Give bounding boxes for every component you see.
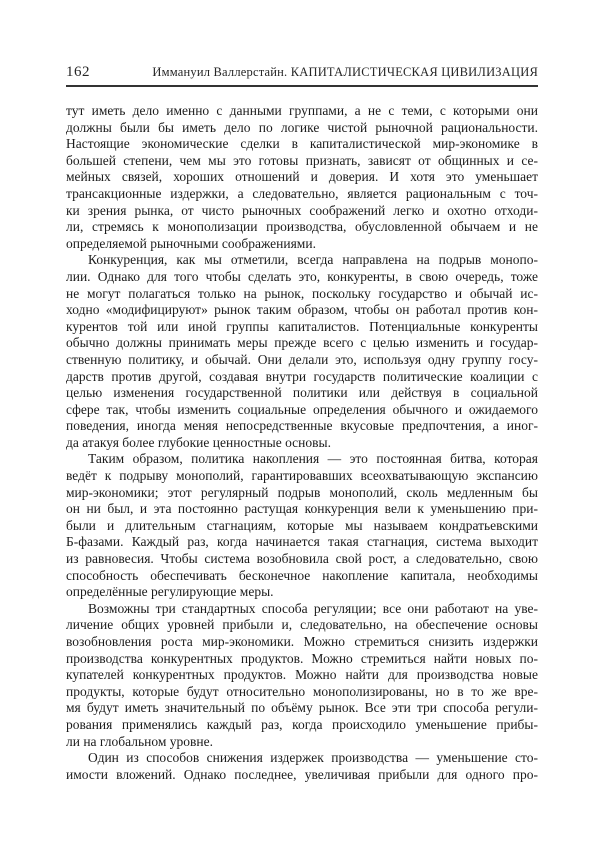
paragraph — [66, 451, 538, 600]
text-line: рования применялись каждый раз, когда происходило уменьшение прибы- — [66, 716, 538, 732]
text-line: ли, стремясь к монополизации производства, обусловленной обычаем и не — [66, 219, 538, 235]
text-line: продукты, которые будут относительно монополизированы, но в то же вре- — [66, 683, 538, 699]
paragraph — [66, 750, 538, 783]
text-line: имости вложений. Однако последнее, увеличивая прибыли для одного про- — [66, 766, 538, 782]
text-line: ственную политику, и обычай. Они делали это, используя одну группу госу- — [66, 351, 538, 367]
text-line: лии. Однако для того чтобы сделать это, конкуренты, в свою очередь, тоже — [66, 268, 538, 284]
text-line: трансакционные издержки, а следовательно, является рациональным с точ- — [66, 185, 538, 201]
text-line: Настоящие экономические сделки в капиталистической мир-экономике в — [66, 136, 538, 152]
text-line: тут иметь дело именно с данными группами, а не с теми, с которыми они — [66, 103, 538, 118]
paragraph — [66, 103, 538, 252]
text-line: возобновления роста мир-экономики. Можно стремиться снизить издержки — [66, 634, 538, 649]
paragraph — [66, 252, 538, 451]
text-line: он ни был, и эта постоянно растущая конкуренция вели к уменьшению при- — [66, 501, 538, 517]
text-line: курентов той или иной группы капиталистов. Потенциальные конкуренты — [66, 318, 538, 334]
text-line: сфере так, чтобы изменить социальные определения обычного и ожидаемого — [66, 401, 538, 417]
page-number: 162 — [66, 64, 90, 80]
text-line: не могут полагаться только на рынок, поскольку государство и обычай ис- — [66, 285, 538, 301]
text-line: целью изменения государственной политики или действуя в социальной — [66, 385, 538, 401]
paragraph — [66, 601, 538, 750]
text-line: мир-экономики; этот регулярный подрыв монополий, сколь медленным бы — [66, 484, 538, 500]
text-line: дарств против другой, создавая внутри государств политические коалиции с — [66, 368, 538, 384]
text-line: Один из способов снижения издержек производства — уменьшение сто- — [88, 750, 538, 766]
text-line: способность обеспечивать бесконечное накопление капитала, необходимы — [66, 567, 538, 583]
header-rule — [66, 85, 538, 87]
text-line: купателей конкурентных продуктов. Можно найти для производства новые — [66, 667, 538, 683]
text-line: ки зрения рынка, от чисто рыночных соображений легко и охотно отходи- — [66, 202, 538, 218]
text-line: обычно должны принимать меры прежде всего с целью изменить и государ- — [66, 335, 538, 351]
running-title: Иммануил Валлерстайн. КАПИТАЛИСТИЧЕСКАЯ ЦИВИЛИЗАЦИЯ — [152, 65, 538, 79]
text-line: из равновесия. Чтобы система возобновила свой рост, а следовательно, свою — [66, 551, 538, 567]
text-line: да атакуя более глубокие ценностные основы. — [66, 434, 331, 450]
text-line: поведения, иногда меняя непосредственные вкусовые предпочтения, а иног- — [66, 418, 538, 434]
text-line: личение общих уровней прибыли и, следовательно, на обеспечение основы — [66, 617, 538, 633]
text-line: большей степени, чем мы это готовы признать, зависят от общинных и се- — [66, 152, 538, 168]
text-line: ли на глобальном уровне. — [66, 733, 213, 749]
text-line: определённые регулирующие меры. — [66, 584, 274, 600]
text-line: должны были бы иметь дело по логике чистой рыночной рациональности. — [66, 119, 538, 135]
text-line: ходно «модифицируют» рынок таким образом, чтобы он работал против кон- — [66, 302, 538, 318]
text-line: Конкуренция, как мы отметили, всегда направлена на подрыв монопо- — [88, 252, 538, 268]
text-line: мя будут иметь значительный по объёму рынок. Все эти три способа регули- — [66, 700, 538, 716]
text-line: ведёт к подрыву монополий, гарантировавших всеохватывающую экспансию — [66, 468, 538, 484]
text-line: Таким образом, политика накопления — это постоянная битва, которая — [88, 451, 538, 467]
text-line: мейных связей, хороших отношений и доверия. И хотя это уменьшает — [66, 169, 538, 185]
text-line: были и длительным стагнациям, которые мы называем кондратьевскими — [66, 517, 538, 533]
text-line: Возможны три стандартных способа регуляции; все они работают на уве- — [88, 600, 538, 616]
page-header — [66, 64, 538, 81]
text-line: определяемой рыночными соображениями. — [66, 235, 316, 251]
book-page — [66, 64, 538, 783]
text-line: Б-фазами. Каждый раз, когда начинается такая стагнация, система выходит — [66, 534, 538, 550]
page-body — [66, 103, 538, 783]
text-line: производства конкурентных продуктов. Можно стремиться найти новых по- — [66, 650, 538, 666]
